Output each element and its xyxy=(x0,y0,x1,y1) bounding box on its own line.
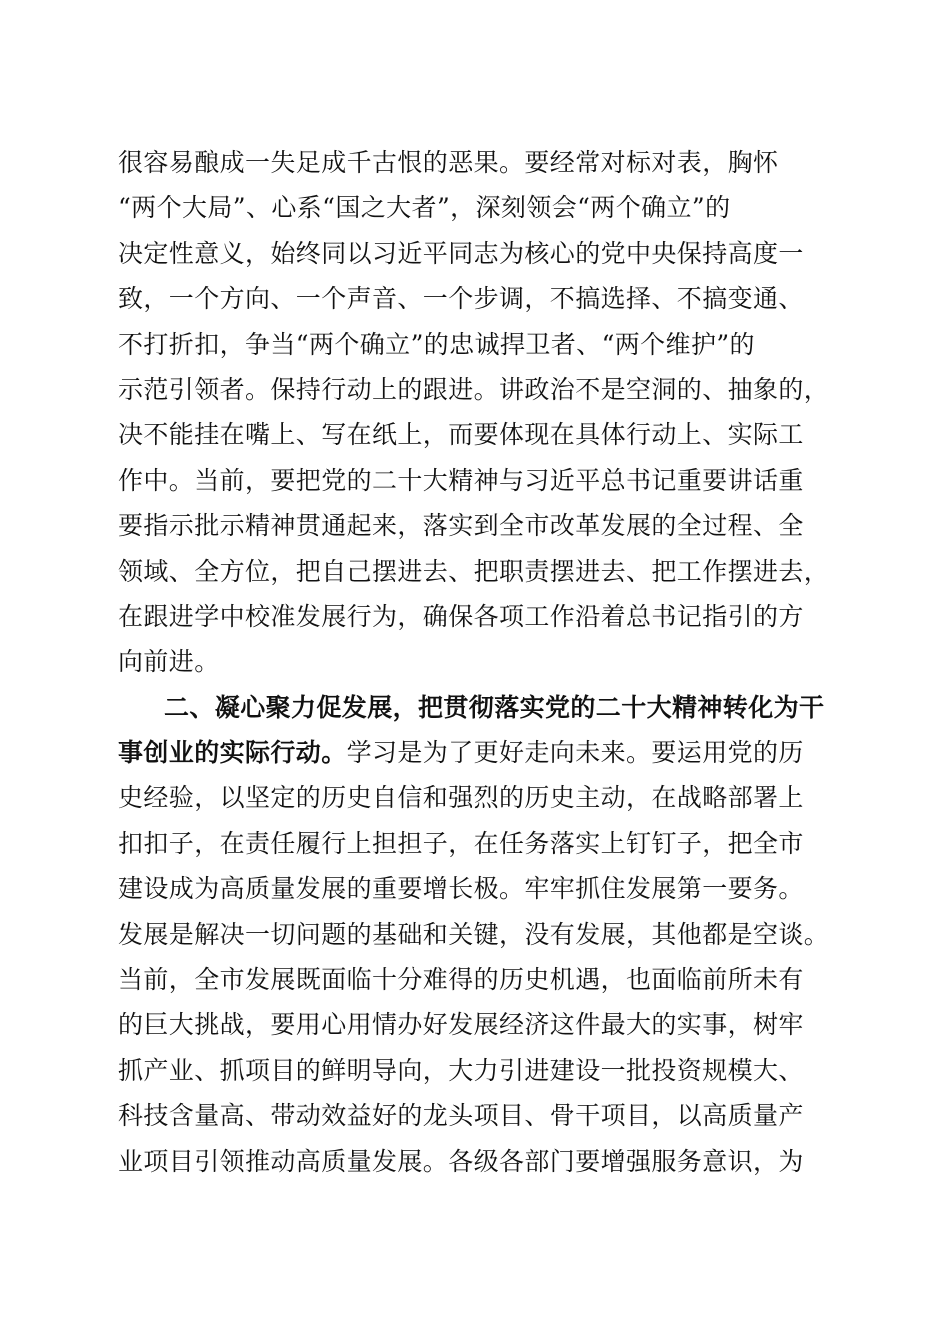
body-line: 当前，全市发展既面临十分难得的历史机遇，也面临前所未有 xyxy=(118,965,804,995)
body-line: 示范引领者。保持行动上的跟进。讲政治不是空洞的、抽象的， xyxy=(118,374,830,404)
body-line: 领域、全方位，把自己摆进去、把职责摆进去、把工作摆进去， xyxy=(118,556,830,586)
body-line: 史经验，以坚定的历史自信和强烈的历史主动，在战略部署上 xyxy=(118,783,804,813)
section-heading-continued-line xyxy=(118,730,838,775)
body-line: 决定性意义，始终同以习近平同志为核心的党中央保持高度一 xyxy=(118,238,804,268)
body-line: “两个大局”、心系“国之大者”，深刻领会“两个确立”的 xyxy=(118,193,731,223)
body-line: 作中。当前，要把党的二十大精神与习近平总书记重要讲话重 xyxy=(118,465,804,495)
body-line: 扣扣子，在责任履行上担担子，在任务落实上钉钉子，把全市 xyxy=(118,828,804,858)
section-heading: 二、凝心聚力促发展，把贯彻落实党的二十大精神转化为干 xyxy=(164,692,825,722)
body-text: 学习是为了更好走向未来。要运用党的历 xyxy=(346,738,804,768)
body-line: 的巨大挑战，要用心用情办好发展经济这件最大的实事，树牢 xyxy=(118,1010,804,1040)
body-line: 发展是解决一切问题的基础和关键，没有发展，其他都是空谈。 xyxy=(118,919,830,949)
section-heading-tail: 事创业的实际行动。 xyxy=(118,738,347,768)
body-line: 很容易酿成一失足成千古恨的恶果。要经常对标对表，胸怀 xyxy=(118,148,779,177)
body-line: 要指示批示精神贯通起来，落实到全市改革发展的全过程、全 xyxy=(118,511,804,541)
body-line: 向前进。 xyxy=(118,647,220,677)
body-line: 建设成为高质量发展的重要增长极。牢牢抓住发展第一要务。 xyxy=(118,874,804,904)
body-line: 在跟进学中校准发展行为，确保各项工作沿着总书记指引的方 xyxy=(118,601,804,631)
document-body xyxy=(118,140,838,1184)
body-line: 抓产业、抓项目的鲜明导向，大力引进建设一批投资规模大、 xyxy=(118,1055,804,1085)
body-line: 不打折扣，争当“两个确立”的忠诚捍卫者、“两个维护”的 xyxy=(118,329,755,359)
body-line: 决不能挂在嘴上、写在纸上，而要体现在具体行动上、实际工 xyxy=(118,420,804,450)
body-line: 业项目引领推动高质量发展。各级各部门要增强服务意识，为 xyxy=(118,1146,804,1176)
body-line: 科技含量高、带动效益好的龙头项目、骨干项目，以高质量产 xyxy=(118,1101,804,1131)
body-line: 致，一个方向、一个声音、一个步调，不搞选择、不搞变通、 xyxy=(118,284,804,314)
